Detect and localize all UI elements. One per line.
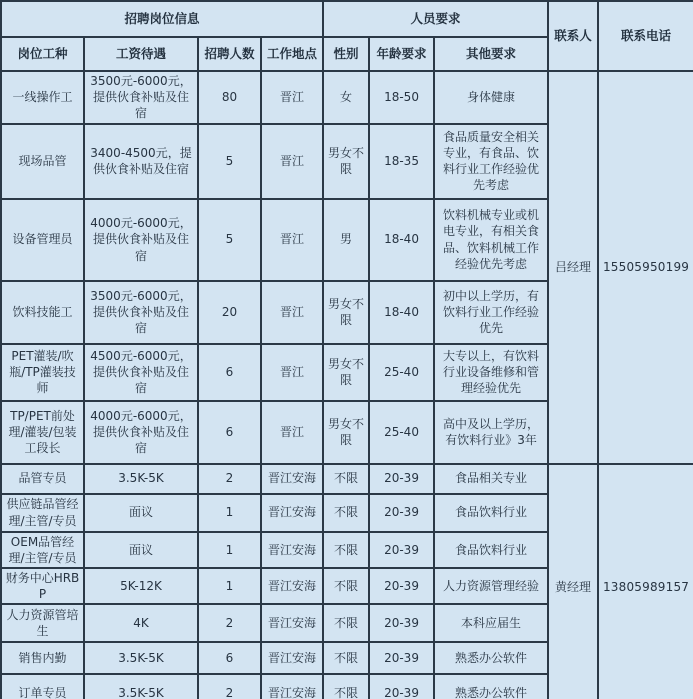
- cell-contact-phone: 13805989157: [598, 464, 693, 699]
- cell-location: 晋江安海: [261, 464, 323, 494]
- cell-location: 晋江安海: [261, 494, 323, 532]
- cell-age: 20-39: [369, 464, 434, 494]
- table-body: [1, 71, 693, 699]
- cell-age: 25-40: [369, 344, 434, 401]
- cell-salary: 3400-4500元，提供伙食补贴及住宿: [84, 124, 198, 199]
- cell-age: 18-35: [369, 124, 434, 199]
- cell-gender: 不限: [323, 494, 369, 532]
- cell-headcount: 6: [198, 401, 261, 464]
- cell-location: 晋江安海: [261, 604, 323, 642]
- cell-contact-person: 吕经理: [548, 71, 598, 464]
- header-personnel-req: 人员要求: [323, 1, 548, 37]
- table-header: [1, 1, 693, 71]
- cell-gender: 男女不限: [323, 344, 369, 401]
- cell-salary: 4000元-6000元，提供伙食补贴及住宿: [84, 401, 198, 464]
- cell-gender: 男女不限: [323, 124, 369, 199]
- cell-location: 晋江安海: [261, 568, 323, 604]
- cell-position: 现场品管: [1, 124, 84, 199]
- cell-salary: 3500元-6000元，提供伙食补贴及住宿: [84, 281, 198, 344]
- cell-other: 初中以上学历，有饮料行业工作经验优先: [434, 281, 548, 344]
- cell-gender: 男: [323, 199, 369, 281]
- cell-gender: 不限: [323, 532, 369, 568]
- header-contact-person: 联系人: [548, 1, 598, 71]
- cell-salary: 面议: [84, 494, 198, 532]
- cell-other: 食品相关专业: [434, 464, 548, 494]
- cell-position: 饮料技能工: [1, 281, 84, 344]
- cell-age: 20-39: [369, 568, 434, 604]
- cell-other: 高中及以上学历，有饮料行业》3年: [434, 401, 548, 464]
- cell-other: 饮料机械专业或机电专业，有相关食品、饮料机械工作经验优先考虑: [434, 199, 548, 281]
- cell-headcount: 6: [198, 344, 261, 401]
- cell-other: 人力资源管理经验: [434, 568, 548, 604]
- cell-headcount: 1: [198, 532, 261, 568]
- cell-position: 设备管理员: [1, 199, 84, 281]
- cell-salary: 3.5K-5K: [84, 674, 198, 699]
- cell-age: 20-39: [369, 674, 434, 699]
- cell-gender: 不限: [323, 464, 369, 494]
- cell-salary: 3.5K-5K: [84, 464, 198, 494]
- cell-headcount: 1: [198, 568, 261, 604]
- cell-salary: 3500元-6000元，提供伙食补贴及住宿: [84, 71, 198, 124]
- cell-position: PET灌装/吹瓶/TP灌装技师: [1, 344, 84, 401]
- cell-gender: 不限: [323, 674, 369, 699]
- cell-position: 人力资源管培生: [1, 604, 84, 642]
- header-contact-phone: 联系电话: [598, 1, 693, 71]
- cell-headcount: 2: [198, 674, 261, 699]
- header-headcount: 招聘人数: [198, 37, 261, 71]
- cell-position: TP/PET前处理/灌装/包装工段长: [1, 401, 84, 464]
- cell-age: 18-50: [369, 71, 434, 124]
- header-salary: 工资待遇: [84, 37, 198, 71]
- cell-location: 晋江: [261, 124, 323, 199]
- cell-location: 晋江: [261, 281, 323, 344]
- cell-salary: 4500元-6000元，提供伙食补贴及住宿: [84, 344, 198, 401]
- cell-position: 品管专员: [1, 464, 84, 494]
- cell-headcount: 2: [198, 604, 261, 642]
- table-row: [1, 71, 693, 124]
- cell-contact-phone: 15505950199: [598, 71, 693, 464]
- cell-other: 熟悉办公软件: [434, 642, 548, 674]
- header-group-row: [1, 1, 693, 37]
- header-other: 其他要求: [434, 37, 548, 71]
- cell-location: 晋江: [261, 71, 323, 124]
- cell-location: 晋江: [261, 401, 323, 464]
- table-row: [1, 464, 693, 494]
- cell-other: 食品饮料行业: [434, 494, 548, 532]
- cell-other: 身体健康: [434, 71, 548, 124]
- cell-position: 供应链品管经理/主管/专员: [1, 494, 84, 532]
- cell-salary: 3.5K-5K: [84, 642, 198, 674]
- cell-headcount: 6: [198, 642, 261, 674]
- cell-location: 晋江安海: [261, 674, 323, 699]
- cell-age: 20-39: [369, 604, 434, 642]
- cell-gender: 不限: [323, 642, 369, 674]
- cell-position: OEM品管经理/主管/专员: [1, 532, 84, 568]
- cell-other: 大专以上，有饮料行业设备维修和管理经验优先: [434, 344, 548, 401]
- header-position: 岗位工种: [1, 37, 84, 71]
- cell-other: 食品质量安全相关专业，有食品、饮料行业工作经验优先考虑: [434, 124, 548, 199]
- cell-headcount: 5: [198, 124, 261, 199]
- cell-age: 18-40: [369, 199, 434, 281]
- cell-gender: 男女不限: [323, 401, 369, 464]
- cell-position: 订单专员: [1, 674, 84, 699]
- cell-gender: 不限: [323, 604, 369, 642]
- cell-position: 销售内勤: [1, 642, 84, 674]
- cell-gender: 男女不限: [323, 281, 369, 344]
- cell-age: 20-39: [369, 532, 434, 568]
- cell-gender: 不限: [323, 568, 369, 604]
- cell-other: 食品饮料行业: [434, 532, 548, 568]
- cell-age: 20-39: [369, 642, 434, 674]
- cell-headcount: 80: [198, 71, 261, 124]
- header-age: 年龄要求: [369, 37, 434, 71]
- cell-headcount: 2: [198, 464, 261, 494]
- cell-salary: 5K-12K: [84, 568, 198, 604]
- cell-other: 本科应届生: [434, 604, 548, 642]
- cell-location: 晋江安海: [261, 642, 323, 674]
- cell-headcount: 5: [198, 199, 261, 281]
- header-location: 工作地点: [261, 37, 323, 71]
- cell-headcount: 1: [198, 494, 261, 532]
- cell-position: 一线操作工: [1, 71, 84, 124]
- cell-gender: 女: [323, 71, 369, 124]
- cell-location: 晋江: [261, 344, 323, 401]
- cell-headcount: 20: [198, 281, 261, 344]
- header-job-info: 招聘岗位信息: [1, 1, 323, 37]
- cell-position: 财务中心HRBP: [1, 568, 84, 604]
- cell-salary: 面议: [84, 532, 198, 568]
- cell-salary: 4000元-6000元，提供伙食补贴及住宿: [84, 199, 198, 281]
- header-gender: 性别: [323, 37, 369, 71]
- cell-other: 熟悉办公软件: [434, 674, 548, 699]
- cell-age: 18-40: [369, 281, 434, 344]
- cell-location: 晋江安海: [261, 532, 323, 568]
- cell-location: 晋江: [261, 199, 323, 281]
- cell-age: 20-39: [369, 494, 434, 532]
- cell-salary: 4K: [84, 604, 198, 642]
- cell-contact-person: 黄经理: [548, 464, 598, 699]
- cell-age: 25-40: [369, 401, 434, 464]
